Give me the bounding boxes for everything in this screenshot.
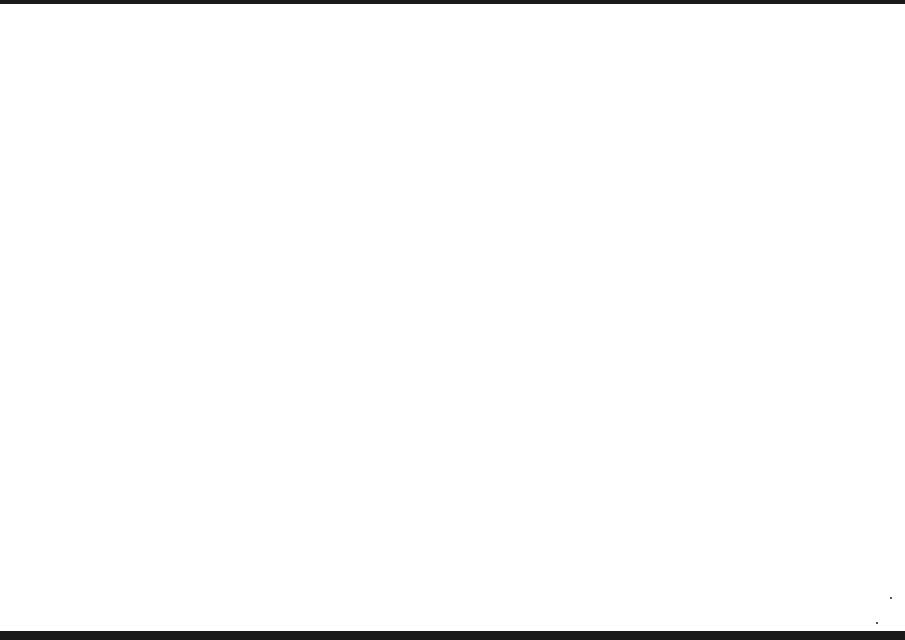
top-border <box>0 0 905 4</box>
scan-speck <box>890 597 892 599</box>
scan-speck <box>876 622 878 624</box>
bottom-border <box>0 631 905 640</box>
